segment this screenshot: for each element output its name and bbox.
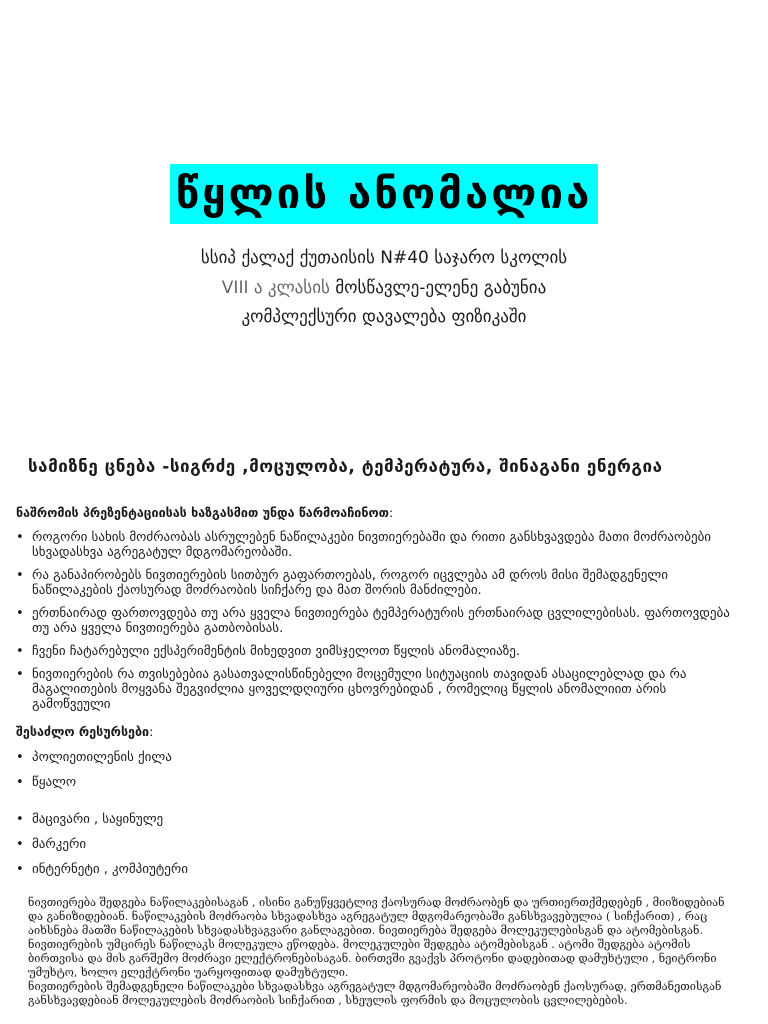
subtitle-student-name: მოსწავლე-ელენე გაბუნია: [329, 278, 547, 298]
speaker-notes: [28, 896, 743, 1024]
notes-paragraph: ნივთიერების შემადგენელი ნაწილაკები სხვადასხვა აგრეგატულ მდგომარეობაში მოძრაობენ ქაოსურად, ერთმანეთისგან განსხვავდებიან მოლეკულების მოძრაობის სიჩქარით , სხეულის ფორმის და მოცულობის ცვლილებების.: [28, 980, 722, 1007]
list-item: • როგორი სახის მოძრაობას ასრულებენ ნაწილაკები ნივთიერებაში და რითი განსხვავდება მათი მოძრაობები სხვადასხვა აგრეგატულ მდგომარეობაში.: [16, 530, 736, 560]
resources-clip: [0, 740, 768, 877]
subtitle-student: [0, 278, 768, 298]
goals-label-text: ნაშრომის პრეზენტაციისას ხაზგასმით უნდა წარმოაჩინოთ: [16, 505, 389, 520]
resources-label: [16, 724, 153, 739]
list-item: • მარკერი: [16, 837, 736, 852]
goals-label: [16, 505, 393, 520]
slide-title: წყლის ანომალია: [170, 164, 599, 224]
list-item: • წყალო: [16, 775, 736, 790]
goals-list: [16, 530, 736, 720]
list-item: • ერთნაირად ფართოვდება თუ არა ყველა ნივთიერება ტემპერატურის ერთნაირად ცვლილებისას. ფართოვდება თუ არა ყველა ნივთიერება გათბობისას.: [16, 606, 736, 636]
subtitle-class: VIII ა კლასის: [221, 278, 330, 298]
list-item: • ინტერნეტი , კომპიუტერი: [16, 862, 736, 877]
subtitle-assignment: კომპლექსური დავალება ფიზიკაში: [241, 307, 527, 327]
list-item: • ნივთიერების რა თვისებებია გასათვალისწინებელი მოცემული სიტუაციის თავიდან ასაცილებლად და რა მაგალითების მოყვანა შეგვიძლია ყოველდღიური ცხოვრებიდან , რომელიც წყლის ანომალიით არის გამოწვეული: [16, 667, 736, 712]
goals-label-colon: :: [388, 505, 394, 520]
list-item: • ჩვენი ჩატარებული ექსპერიმენტის მიხედვით ვიმსჯელოთ წყლის ანომალიაზე.: [16, 644, 736, 659]
title-container: [0, 164, 768, 224]
list-item: • რა განაპირობებს ნივთიერების სითბურ გაფართოებას, როგორ იცვლება ამ დროს მისი შემადგენელი ნაწილაკების ქაოსურად მოძრაობის სიჩქარე და მათ შორის მანძილები.: [16, 568, 736, 598]
resources-label-text: შესაძლო რესურსები: [16, 724, 150, 739]
resources-label-colon: :: [149, 724, 154, 739]
list-item: • მაცივარი , საყინულე: [16, 812, 736, 827]
target-concept-heading: სამიზნე ცნება -სიგრძე ,მოცულობა, ტემპერატურა, შინაგანი ენერგია: [28, 457, 663, 477]
resources-list: [16, 750, 736, 887]
list-item: • პოლიეთილენის ქილა: [16, 750, 736, 765]
subtitle-school: სსიპ ქალაქ ქუთაისის N#40 საჯარო სკოლის: [200, 248, 568, 268]
notes-paragraph: ნივთიერება შედგება ნაწილაკებისაგან , ისინი განუწყვეტლივ ქაოსურად მოძრაობენ და ურთიერთქმედებენ , მიიზიდებიან და განიზიდებიან. ნაწილაკების მოძრაობა სხვადასხვა აგრეგატულ მდგომარეობაში განსხვავებულია ( სიჩქარით) , რაც აიხსნება მათში ნაწილაკების სხვადასხვაგვარი განლაგებით. ნივთიერება შედგება მოლეკულებისგან და ატომებისგან.: [28, 896, 725, 937]
notes-paragraph: ნივთიერების უმცირეს ნაწილაკს მოლეკულა ეწოდება. მოლეკულები შედგება ატომებისგან . ატომი შედგება ატომის ბირთვისა და მის გარშემო მოძრავი ელექტრონებისაგან. ბირთვში გვაქვს პროტონი დადებითად დამუხტული , ნეიტრონი უმუხტო, ხოლო ელექტრონი უარყოფითად დამუხტული.: [28, 938, 717, 979]
